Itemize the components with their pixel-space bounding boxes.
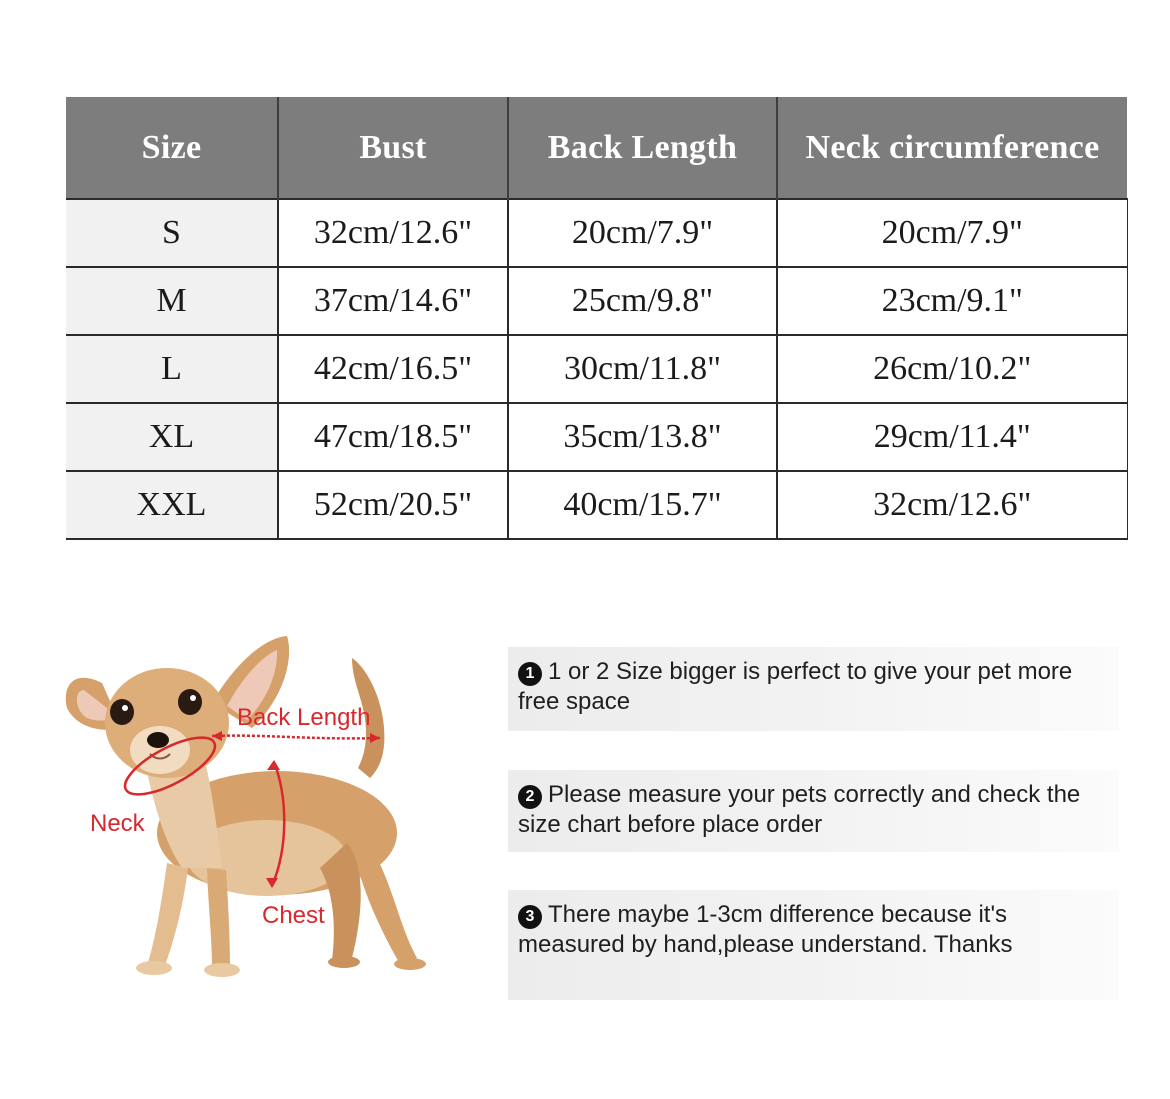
back-length-cell: 40cm/15.7" <box>508 471 777 539</box>
size-chart-table <box>66 97 1128 540</box>
back-length-cell: 25cm/9.8" <box>508 267 777 335</box>
neck-cell: 29cm/11.4" <box>777 403 1127 471</box>
bust-cell: 52cm/20.5" <box>278 471 508 539</box>
chest-label: Chest <box>262 902 325 929</box>
dog-measurement-figure <box>62 628 442 988</box>
table-row <box>66 335 1127 403</box>
note-text: Please measure your pets correctly and check the size chart before place order <box>518 781 1081 838</box>
bust-cell: 37cm/14.6" <box>278 267 508 335</box>
size-cell: S <box>66 199 278 267</box>
table-row <box>66 267 1127 335</box>
table-row <box>66 471 1127 539</box>
neck-cell: 20cm/7.9" <box>777 199 1127 267</box>
back-length-cell: 20cm/7.9" <box>508 199 777 267</box>
note-1 <box>508 647 1119 731</box>
back-length-label: Back Length <box>237 704 371 731</box>
number-2-icon: 2 <box>518 785 542 809</box>
header-bust: Bust <box>278 97 508 199</box>
note-text: There maybe 1-3cm difference because it's measured by hand,please understand. Thanks <box>518 901 1013 958</box>
neck-label: Neck <box>90 810 145 837</box>
number-3-icon: 3 <box>518 905 542 929</box>
size-cell: L <box>66 335 278 403</box>
back-length-cell: 30cm/11.8" <box>508 335 777 403</box>
header-back-length: Back Length <box>508 97 777 199</box>
neck-cell: 32cm/12.6" <box>777 471 1127 539</box>
note-text: 1 or 2 Size bigger is perfect to give your pet more free space <box>518 658 1073 715</box>
table-row <box>66 403 1127 471</box>
table-header-row <box>66 97 1127 199</box>
header-size: Size <box>66 97 278 199</box>
neck-cell: 23cm/9.1" <box>777 267 1127 335</box>
back-length-cell: 35cm/13.8" <box>508 403 777 471</box>
neck-cell: 26cm/10.2" <box>777 335 1127 403</box>
note-2 <box>508 770 1119 852</box>
bust-cell: 47cm/18.5" <box>278 403 508 471</box>
size-cell: XXL <box>66 471 278 539</box>
header-neck-circumference: Neck circumference <box>777 97 1127 199</box>
bust-cell: 42cm/16.5" <box>278 335 508 403</box>
table-row <box>66 199 1127 267</box>
number-1-icon: 1 <box>518 662 542 686</box>
bust-cell: 32cm/12.6" <box>278 199 508 267</box>
size-cell: M <box>66 267 278 335</box>
size-cell: XL <box>66 403 278 471</box>
note-3 <box>508 890 1119 1000</box>
dog-illustration <box>62 628 442 988</box>
